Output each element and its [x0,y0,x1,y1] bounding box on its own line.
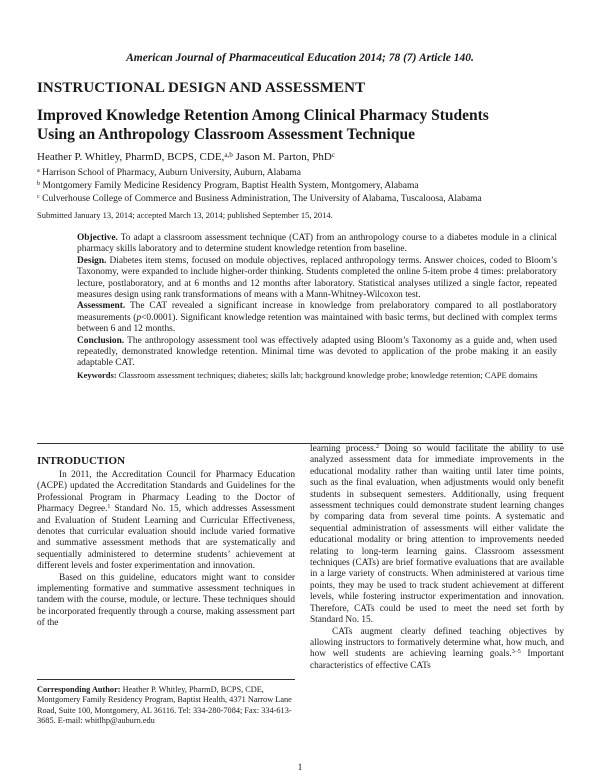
abstract-conclusion [77,336,557,370]
affil-mark: a [37,168,40,174]
label: Keywords: [77,369,117,380]
author-name: Jason M. Parton, PhD [235,151,332,163]
page-number: 1 [297,763,303,773]
reference-mark: 3–5 [511,649,521,656]
text: Standard No. 15, which addresses Assessment and Evaluation of Student Learning and Curricular Effectiveness, denotes that curricular evaluation should include varied formative and summative assessment methods that are systematically and sequentially administered to determine students’ achievement at different levels and foster experimentation and innovation. [37,504,295,572]
affil-mark: c [37,194,40,200]
author-affil-mark: c [331,151,336,159]
text: In 2011, the Accreditation Council for Pharmacy Education (ACPE) updated the Accreditation Standards and Guidelines for the Professional Program in Pharmacy Leading to the Doctor of Pharmacy Degree. [37,470,295,515]
affil-text: Harrison School of Pharmacy, Auburn University, Auburn, Alabama [42,168,302,178]
label: Objective. [77,233,118,243]
text: The CAT revealed a significant increase in knowledge from prelaboratory compared to all postlaboratory measurements ( [77,301,557,323]
text: CATs augment clearly defined teaching objectives by allowing instructors to formatively determine what, how much, and how well students are achieving learning goals. [310,626,564,660]
paragraph [310,444,564,627]
paragraph [310,627,564,673]
text: Based on this guideline, educators might want to consider implementing formative and summative assessment techniques in tandem with the course, module, or lecture. These techniques should be incorporated frequently through a course, making assessment part of the [37,572,295,629]
section-heading: INSTRUCTIONAL DESIGN AND ASSESSMENT [37,80,366,96]
label: Assessment. [77,301,126,312]
text: To adapt a classroom assessment technique (CAT) from an anthropology course to a diabetes module in a clinical pharmacy skills laboratory and to determine student knowledge retention from baseline. [77,233,557,255]
text: Doing so would facilitate the ability to use analyzed assessment data for immediate improvements in the educational modality rather than waiting until later time points, such as the final evaluation, when adjustments would only benefit students in subsequent semesters. Additionally, using frequent assessment techniques could demonstrate student learning changes by comparing data from several time points. A systematic and sequential administration of assessments will either validate the educational modality or bring attention to improvements needed relating to long-term learning gains. Classroom assessment techniques (CATs) are brief formative evaluations that are available in a large variety of constructs. When administered at various time points, they may be used to track student achievement at different levels, while fostering instructor experimentation and innovation. Therefore, CATs could be used to meet the need set forth by Standard No. 15. [310,444,564,626]
footnote-divider [37,679,295,680]
paragraph [37,470,295,573]
label: Corresponding Author: [37,685,121,694]
author-affil-mark: a,b [224,151,233,159]
keywords [77,370,557,381]
affiliation [37,194,482,204]
text: learning process. [310,444,377,454]
text: The anthropology assessment tool was effectively adapted using Bloom’s Taxonomy as a guide and, when used repeatedly, demonstrated knowledge retention. Minimal time was devoted to application of the probe making it an easily adaptable CAT. [77,335,557,369]
corresponding-author [37,685,295,727]
right-column [310,444,564,672]
text: <0.0001). Significant knowledge retention was maintained with basic terms, but declined with complex terms between 6 and 12 months. [77,312,557,335]
journal-citation: American Journal of Pharmaceutical Education 2014; 78 (7) Article 140. [126,52,474,64]
title-line: Improved Knowledge Retention Among Clinical Pharmacy Students [37,107,489,124]
text: Diabetes item stems, focused on module objectives, replaced anthropology terms. Answer choices, coded to Bloom’s Taxonomy, were expanded to include higher-order thinking. Students completed the online 5-item probe 4 times: prelaboratory lecture, postlaboratory, and at 6 months and 12 months after laboratory. Statistical analyses utilized a single factor, repeated measures design using rank transformations of means with a Mann-Whitney-Wilcoxon test. [77,255,558,301]
abstract [77,233,557,381]
submission-dates: Submitted January 13, 2014; accepted March 13, 2014; published September 15, 2014. [37,210,333,220]
text: Classroom assessment techniques; diabetes; skills lab; background knowledge probe; knowledge retention; CAPE domains [118,369,538,380]
abstract-assessment [77,301,557,335]
affil-text: Montgomery Family Medicine Residency Program, Baptist Health System, Montgomery, Alabama [42,181,419,191]
article-title [37,106,577,144]
text: Heather P. Whitley, PharmD, BCPS, CDE, Montgomery Family Residency Program, Baptist Health, 4371 Narrow Lane Road, Suite 100, Montgomery, AL 36116. Tel: 334-280-7084; Fax: 334-613-3685. E-mail: whitlhp@auburn.edu [37,685,292,726]
intro-heading: INTRODUCTION [37,455,126,467]
label: Conclusion. [77,335,125,346]
label: Design. [77,255,107,266]
p-symbol: p [136,312,142,323]
affiliation [37,168,301,178]
text: Important characteristics of effective CATs [310,649,564,671]
left-column [37,470,295,630]
title-line: Using an Anthropology Classroom Assessment Technique [37,126,415,143]
affil-mark: b [37,181,41,187]
reference-mark: 1 [107,504,111,511]
affil-text: Culverhouse College of Commerce and Business Administration, The University of Alabama, Tuscaloosa, Alabama [42,194,482,204]
affiliation [37,181,419,191]
paragraph [37,573,295,630]
author-list [37,151,335,163]
abstract-objective [77,233,557,256]
author-name: Heather P. Whitley, PharmD, BCPS, CDE, [37,151,225,163]
abstract-design [77,256,557,302]
reference-mark: 2 [376,444,380,450]
